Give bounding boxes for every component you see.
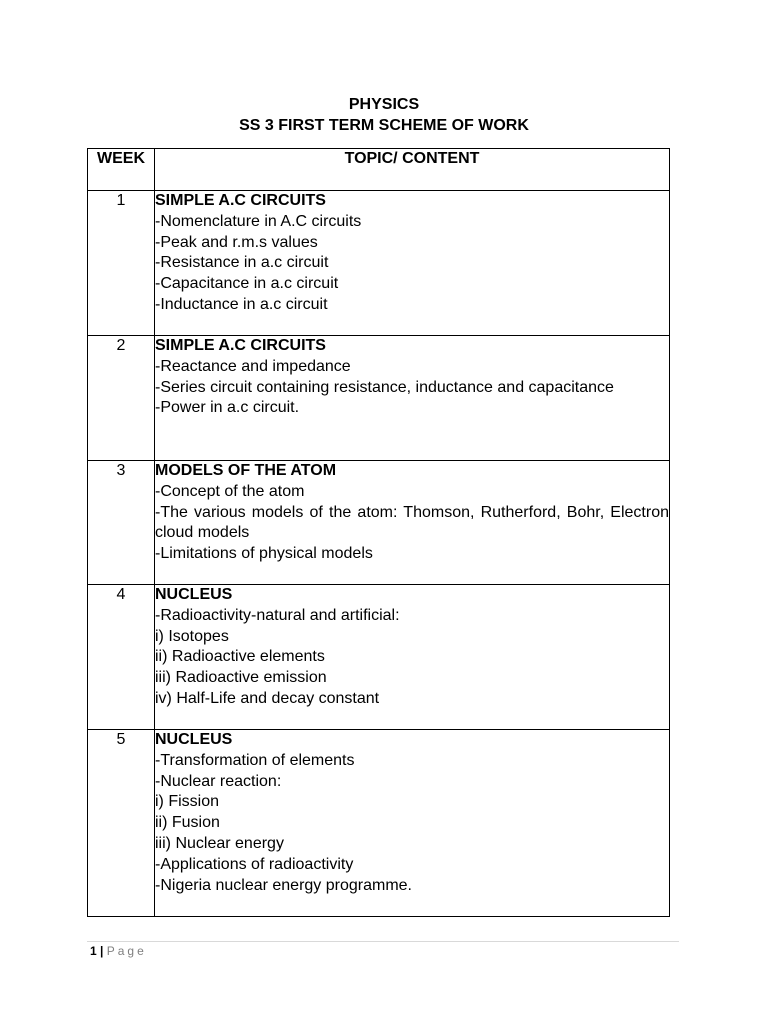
topic-item: -Power in a.c circuit.: [155, 399, 300, 417]
table-row: [88, 191, 670, 336]
topic-item: -The various models of the atom: Thomson, Rutherford, Bohr, Electron cloud models: [155, 503, 669, 542]
week-number: 3: [88, 461, 155, 585]
topic-title: NUCLEUS: [155, 586, 233, 603]
page-title: [0, 94, 768, 136]
topic-item: -Capacitance in a.c circuit: [155, 275, 339, 293]
topic-item: -Limitations of physical models: [155, 545, 373, 563]
column-header-week: WEEK: [88, 149, 155, 191]
topic-cell: [155, 336, 670, 461]
topic-item: -Series circuit containing resistance, inductance and capacitance: [155, 378, 614, 396]
footer-divider: [87, 941, 679, 942]
topic-cell: [155, 585, 670, 730]
footer-separator: |: [100, 944, 104, 958]
page-label: Page: [106, 944, 147, 958]
topic-cell: [155, 730, 670, 917]
week-number: 5: [88, 730, 155, 917]
column-header-topic: TOPIC/ CONTENT: [155, 149, 670, 191]
topic-item: -Radioactivity-natural and artificial:: [155, 606, 400, 624]
table-row: [88, 730, 670, 917]
document-title: SS 3 FIRST TERM SCHEME OF WORK: [239, 117, 529, 134]
topic-item: ii) Radioactive elements: [155, 648, 325, 666]
topic-item: iii) Nuclear energy: [155, 834, 284, 852]
page-number: 1: [90, 944, 97, 958]
topic-title: NUCLEUS: [155, 731, 233, 748]
topic-item: -Resistance in a.c circuit: [155, 254, 329, 272]
topic-item: -Reactance and impedance: [155, 357, 351, 375]
topic-item: iii) Radioactive emission: [155, 669, 327, 687]
topic-item: -Peak and r.m.s values: [155, 233, 318, 251]
table-row: [88, 336, 670, 461]
week-number: 4: [88, 585, 155, 730]
topic-item: iv) Half-Life and decay constant: [155, 689, 380, 707]
topic-cell: [155, 191, 670, 336]
topic-cell: [155, 461, 670, 585]
topic-item: i) Isotopes: [155, 627, 229, 645]
topic-item: -Inductance in a.c circuit: [155, 295, 328, 313]
topic-item: -Nomenclature in A.C circuits: [155, 212, 362, 230]
week-number: 2: [88, 336, 155, 461]
table-row: [88, 585, 670, 730]
topic-item: -Nigeria nuclear energy programme.: [155, 876, 412, 894]
week-number: 1: [88, 191, 155, 336]
topic-title: SIMPLE A.C CIRCUITS: [155, 337, 326, 354]
topic-title: SIMPLE A.C CIRCUITS: [155, 192, 326, 209]
topic-item: -Applications of radioactivity: [155, 855, 354, 873]
topic-item: -Transformation of elements: [155, 751, 355, 769]
topic-item: ii) Fusion: [155, 814, 220, 832]
table-header-row: [88, 149, 670, 191]
topic-title: MODELS OF THE ATOM: [155, 462, 337, 479]
scheme-of-work-table: [87, 148, 670, 917]
topic-item: i) Fission: [155, 793, 220, 811]
subject-heading: PHYSICS: [348, 96, 420, 113]
topic-item: -Nuclear reaction:: [155, 772, 282, 790]
page-footer: [90, 944, 147, 958]
table-row: [88, 461, 670, 585]
topic-item: -Concept of the atom: [155, 482, 305, 500]
